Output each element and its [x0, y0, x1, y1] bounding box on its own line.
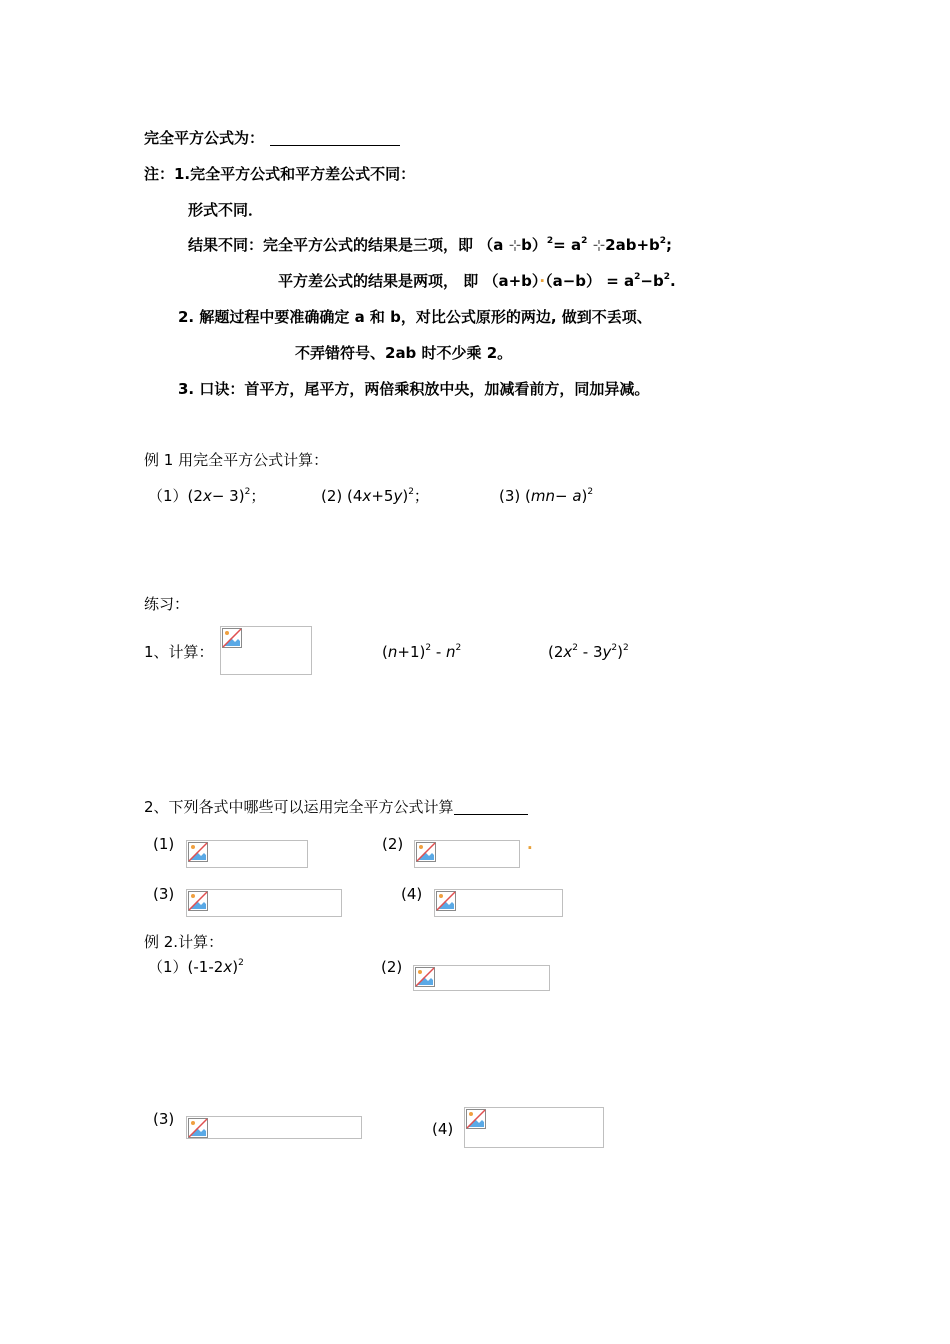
image-placeholder [220, 626, 312, 675]
practice-q1-expr-c: $(2x^2 - 3y^2)^2$ [548, 643, 629, 661]
image-placeholder [434, 889, 563, 917]
q2-item-1-label: (1) [153, 835, 175, 853]
example2-title: 例 2.计算： [144, 933, 224, 951]
image-placeholder [186, 1116, 362, 1139]
dot-symbol: · [527, 839, 533, 857]
broken-image-icon [188, 1118, 208, 1138]
example2-label-4: (4) [432, 1120, 454, 1138]
practice-q1-expr-b: $(n+1)^2 - n^2$ [382, 643, 462, 661]
note-line-1: 注：1.完全平方公式和平方差公式不同： [144, 165, 416, 183]
note-line-2: 形式不同． [188, 201, 264, 219]
example1-problem-2: (2) $(4x+5y)^2$； [321, 487, 429, 505]
image-placeholder [464, 1107, 604, 1148]
broken-image-icon [436, 891, 456, 911]
note-line-7: 3. 口诀：首平方，尾平方，两倍乘积放中央，加减看前方，同加异减。 [178, 380, 650, 398]
q2-item-2-label: (2) [382, 835, 404, 853]
broken-image-icon [415, 967, 435, 987]
practice-title: 练习： [144, 595, 190, 613]
example2-label-2: (2) [381, 958, 403, 976]
note-line-6: 不弄错符号、2ab 时不少乘 2。 [295, 344, 513, 362]
formula-title: 完全平方公式为： [144, 128, 400, 148]
formula-blank[interactable] [270, 145, 400, 146]
plus-minus-icon: ⊹ [592, 236, 606, 254]
image-placeholder [186, 840, 308, 868]
note-line-4: 平方差公式的结果是两项， 即 $(a+b)\cdot(a-b) = a^2-b^2$. [278, 272, 676, 290]
note-line-3: 结果不同：完全平方公式的结果是三项，即 （a ⊹b）$^2$= $a^2$ $⊹2ab+b^2$; [188, 236, 673, 254]
plus-minus-icon: ⊹ [508, 236, 522, 254]
example1-problem-3: (3) $(mn- a)^2$ [499, 487, 594, 505]
broken-image-icon [188, 842, 208, 862]
image-placeholder [414, 840, 520, 868]
example1-problem-1: $(1)(2x- 3)^2$； [148, 487, 266, 505]
broken-image-icon [466, 1109, 486, 1129]
q2-item-4-label: (4) [401, 885, 423, 903]
broken-image-icon [416, 842, 436, 862]
practice-q1-label: 1、计算： [144, 643, 214, 661]
answer-blank[interactable] [454, 814, 528, 815]
image-placeholder [413, 965, 550, 991]
image-placeholder [186, 889, 342, 917]
broken-image-icon [222, 628, 242, 648]
q2-item-3-label: (3) [153, 885, 175, 903]
example2-problem-1: $(1)(-1-2x)^2$ [148, 958, 244, 976]
example1-title: 例 1 用完全平方公式计算： [144, 451, 329, 469]
broken-image-icon [188, 891, 208, 911]
example2-label-3: (3) [153, 1110, 175, 1128]
dot-symbol: · [539, 272, 546, 290]
practice-q2-label: 2、下列各式中哪些可以运用完全平方公式计算 [144, 797, 528, 817]
note-line-5: 2. 解题过程中要准确确定 a 和 b，对比公式原形的两边, 做到不丢项、 [178, 308, 652, 326]
